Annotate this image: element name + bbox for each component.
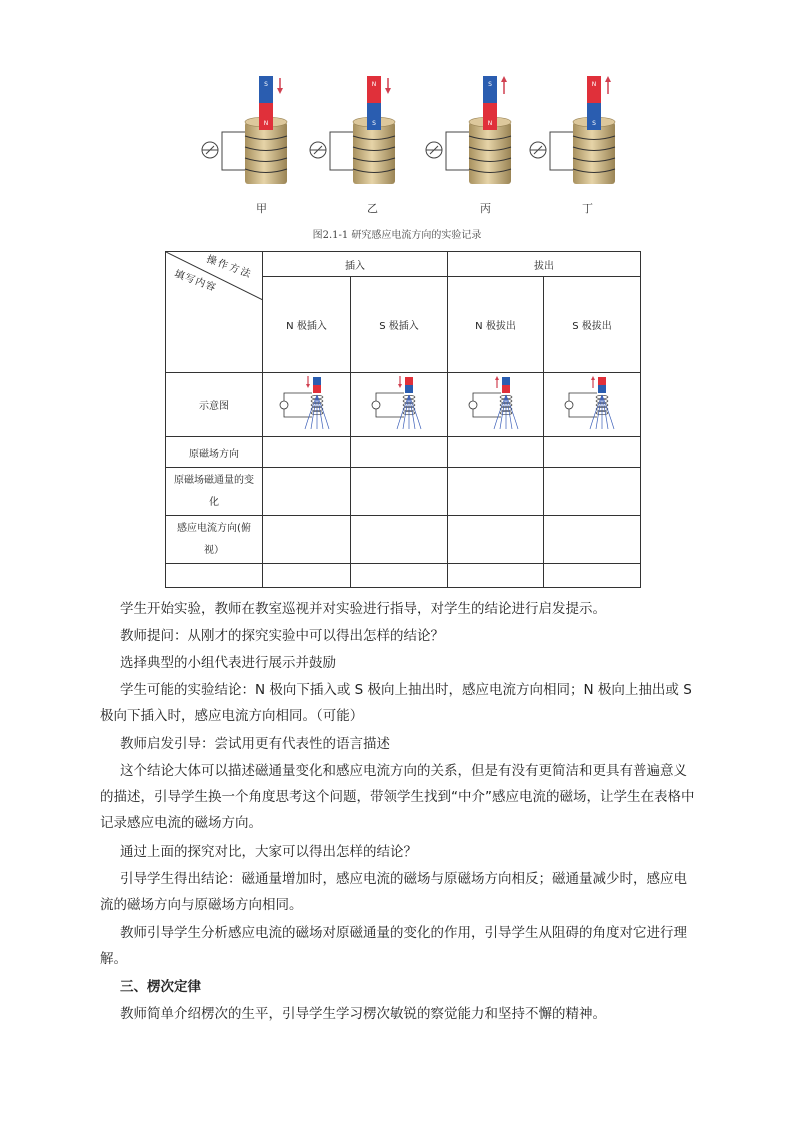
coil [353, 122, 395, 184]
pole-label: S [264, 81, 268, 88]
magnet-bottom [598, 385, 606, 393]
empty-cell[interactable] [448, 468, 544, 516]
empty-cell[interactable] [263, 516, 351, 564]
paragraph: 教师简单介绍楞次的生平，引导学生学习楞次敏锐的察觉能力和坚持不懈的精神。 [120, 1006, 606, 1022]
section-heading: 三、楞次定律 [120, 979, 201, 995]
empty-cell[interactable] [544, 468, 641, 516]
record-table [165, 251, 641, 588]
coil [469, 122, 511, 184]
group-insert: 插入 [263, 252, 448, 277]
arrowhead [398, 384, 402, 388]
mini-schematic [272, 373, 342, 433]
field-line [602, 395, 614, 429]
figure-label-yi: 乙 [367, 202, 378, 215]
figure-label-bing: 丙 [480, 202, 491, 215]
arrowhead [306, 384, 310, 388]
galvanometer-icon [372, 401, 380, 409]
row-label-blank [166, 564, 263, 588]
arrowhead [605, 76, 611, 82]
arrowhead [495, 376, 499, 380]
magnet-top [405, 377, 413, 385]
schematic-cell [544, 373, 641, 437]
paragraph: 通过上面的探究对比，大家可以得出怎样的结论？ [120, 844, 417, 860]
setup-0 [202, 76, 287, 184]
empty-cell[interactable] [263, 564, 351, 588]
paragraph: 引导学生得出结论：磁通量增加时，感应电流的磁场与原磁场方向相反；磁通量减少时，感应电流的磁场方向与原磁场方向相同。 [100, 871, 687, 913]
pole-label: N [591, 81, 597, 88]
op-n-insert: N 极插入 [263, 277, 351, 373]
figure-label-ding: 丁 [582, 202, 593, 215]
magnet-bottom [502, 385, 510, 393]
field-line [494, 395, 506, 429]
group-pull: 拔出 [448, 252, 641, 277]
coil [573, 122, 615, 184]
arrowhead [277, 88, 283, 94]
setup-1 [310, 76, 395, 184]
op-s-pull: S 极拔出 [544, 277, 641, 373]
magnet-top [502, 377, 510, 385]
empty-cell[interactable] [263, 437, 351, 468]
empty-cell[interactable] [544, 437, 641, 468]
schematic-cell [448, 373, 544, 437]
op-s-insert: S 极插入 [351, 277, 448, 373]
empty-cell[interactable] [448, 564, 544, 588]
mini-schematic [364, 373, 434, 433]
magnet-bottom [405, 385, 413, 393]
paragraph: 学生可能的实验结论：N 极向下插入或 S 极向上抽出时，感应电流方向相同；N 极向上抽出或 S 极向下插入时，感应电流方向相同。（可能） [100, 682, 692, 724]
diagonal-header-cell [166, 252, 263, 373]
empty-cell[interactable] [544, 516, 641, 564]
paragraph: 学生开始实验，教师在教室巡视并对实验进行指导，对学生的结论进行启发提示。 [120, 601, 606, 617]
mini-schematic [557, 373, 627, 433]
row-label-current-direction: 感应电流方向(俯视） [166, 516, 263, 564]
row-label-flux-change: 原磁场磁通量的变化 [166, 468, 263, 516]
diag-header-bottom: 填写内容 [172, 268, 218, 295]
field-line [397, 395, 409, 429]
schematic-cell [351, 373, 448, 437]
pole-label: N [263, 120, 269, 127]
pole-label: S [592, 120, 596, 127]
op-n-pull: N 极拔出 [448, 277, 544, 373]
figure-label-jia: 甲 [256, 202, 267, 215]
paragraph: 这个结论大体可以描述磁通量变化和感应电流方向的关系，但是有没有更简洁和更具有普遍意义的描述，引导学生换一个角度思考这个问题，带领学生找到“中介”感应电流的磁场，让学生在表格中记录感应电流的磁场方向。 [100, 763, 695, 831]
coil [245, 122, 287, 184]
empty-cell[interactable] [351, 437, 448, 468]
diag-header-top: 操作方法 [204, 254, 254, 281]
galvanometer-icon [469, 401, 477, 409]
pole-label: N [371, 81, 377, 88]
field-line [506, 395, 518, 429]
magnet-top [313, 377, 321, 385]
arrowhead [501, 76, 507, 82]
empty-cell[interactable] [544, 564, 641, 588]
field-line [409, 395, 421, 429]
row-label-field-direction: 原磁场方向 [166, 437, 263, 468]
galvanometer-icon [565, 401, 573, 409]
row-label-schematic: 示意图 [166, 373, 263, 437]
mini-schematic [461, 373, 531, 433]
pole-label: S [488, 81, 492, 88]
magnet-top [598, 377, 606, 385]
paragraph: 教师启发引导：尝试用更有代表性的语言描述 [120, 736, 390, 752]
setup-2 [426, 76, 511, 184]
paragraph: 选择典型的小组代表进行展示并鼓励 [120, 655, 336, 671]
figure-caption: 图2.1-1 研究感应电流方向的实验记录 [312, 230, 482, 241]
galvanometer-icon [280, 401, 288, 409]
arrowhead [591, 376, 595, 380]
empty-cell[interactable] [263, 468, 351, 516]
experiment-diagram [190, 70, 630, 220]
schematic-cell [263, 373, 351, 437]
empty-cell[interactable] [448, 437, 544, 468]
paragraph: 教师提问：从刚才的探究实验中可以得出怎样的结论？ [120, 628, 444, 644]
empty-cell[interactable] [351, 516, 448, 564]
pole-label: N [487, 120, 493, 127]
empty-cell[interactable] [448, 516, 544, 564]
field-line [317, 395, 329, 429]
arrowhead [385, 88, 391, 94]
pole-label: S [372, 120, 376, 127]
field-line [590, 395, 602, 429]
empty-cell[interactable] [351, 468, 448, 516]
experiment-figure [190, 70, 630, 220]
empty-cell[interactable] [351, 564, 448, 588]
paragraph: 教师引导学生分析感应电流的磁场对原磁通量的变化的作用，引导学生从阻碍的角度对它进行理解。 [100, 925, 687, 967]
setup-3 [530, 76, 615, 184]
magnet-bottom [313, 385, 321, 393]
field-line [305, 395, 317, 429]
